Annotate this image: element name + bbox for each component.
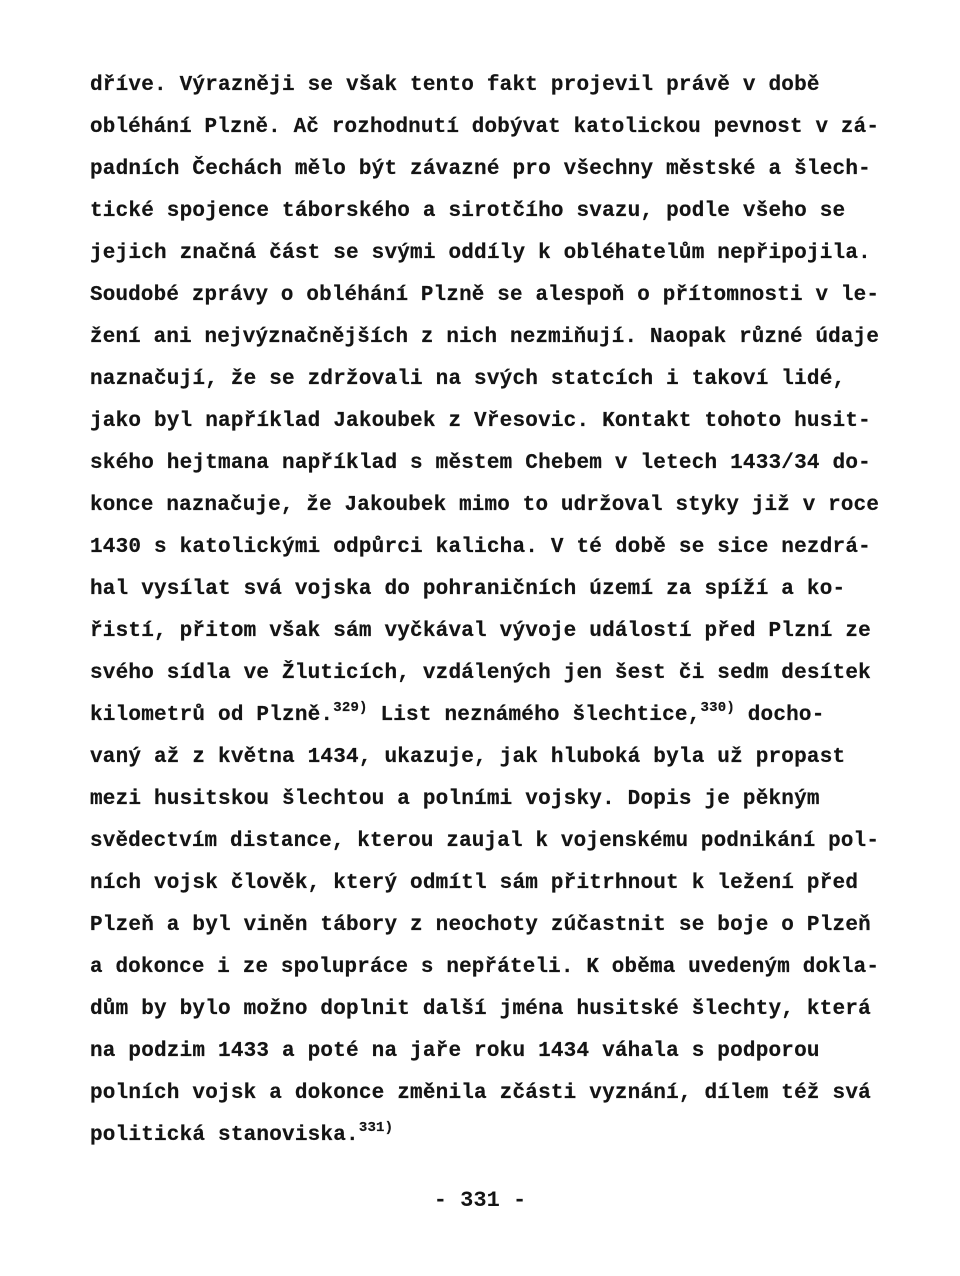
text-line-23: dům by bylo možno doplnit další jména husitské šlechty, která [90, 998, 871, 1021]
text-line-4: tické spojence táborského a sirotčího svazu, podle všeho se [90, 200, 846, 223]
text-line-1: dříve. Výrazněji se však tento fakt projevil právě v době [90, 74, 820, 97]
text-line-19: svědectvím distance, kterou zaujal k vojenskému podnikání pol- [90, 830, 880, 853]
text-line-25: polních vojsk a dokonce změnila zčásti vyznání, dílem též svá [90, 1082, 871, 1105]
text-line-18: mezi husitskou šlechtou a polními vojsky. Dopis je pěkným [90, 788, 820, 811]
footnote-ref-329: 329) [333, 700, 368, 716]
text-line-5: jejich značná část se svými oddíly k obléhatelům nepřipojila. [90, 242, 871, 265]
text-line-10: ského hejtmana například s městem Chebem v letech 1433/34 do- [90, 452, 871, 475]
text-line-6: Soudobé zprávy o obléhání Plzně se alespoň o přítomnosti v le- [90, 284, 880, 307]
text-line-11: konce naznačuje, že Jakoubek mimo to udržoval styky již v roce [90, 494, 880, 517]
text-line-22: a dokonce i ze spolupráce s nepřáteli. K oběma uvedeným dokla- [90, 956, 880, 979]
text-line-21: Plzeň a byl viněn tábory z neochoty zúčastnit se boje o Plzeň [90, 914, 871, 937]
text-line-2: obléhání Plzně. Ač rozhodnutí dobývat katolickou pevnost v zá- [90, 116, 880, 139]
text-line-24: na podzim 1433 a poté na jaře roku 1434 váhala s podporou [90, 1040, 820, 1063]
text-line-16-part-b: List neznámého šlechtice, [367, 704, 701, 727]
text-line-3: padních Čechách mělo být závazné pro všechny městské a šlech- [90, 158, 871, 181]
text-line-13: hal vysílat svá vojska do pohraničních území za spíží a ko- [90, 578, 846, 601]
text-line-12: 1430 s katolickými odpůrci kalicha. V té době se sice nezdrá- [90, 536, 871, 559]
text-line-8: naznačují, že se zdržovali na svých statcích i takoví lidé, [90, 368, 846, 391]
text-line-20: ních vojsk člověk, který odmítl sám přitrhnout k ležení před [90, 872, 859, 895]
text-line-16-part-c: docho- [734, 704, 825, 727]
text-line-7: žení ani nejvýznačnějších z nich nezmiňují. Naopak různé údaje [90, 326, 880, 349]
text-line-14: řistí, přitom však sám vyčkával vývoje událostí před Plzní ze [90, 620, 871, 643]
text-line-15: svého sídla ve Žluticích, vzdálených jen šest či sedm desítek [90, 662, 871, 685]
footnote-ref-331: 331) [358, 1120, 394, 1136]
text-line-17: vaný až z května 1434, ukazuje, jak hluboká byla už propast [90, 746, 846, 769]
page-number: - 331 - [433, 1188, 527, 1213]
text-line-16-part-a: kilometrů od Plzně. [90, 704, 334, 727]
text-line-26-part-a: politická stanoviska. [90, 1124, 359, 1147]
text-line-26 [90, 1120, 394, 1149]
footnote-ref-330: 330) [700, 700, 735, 716]
text-line-9: jako byl například Jakoubek z Vřesovic. Kontakt tohoto husit- [90, 410, 871, 433]
text-line-16 [90, 700, 825, 729]
